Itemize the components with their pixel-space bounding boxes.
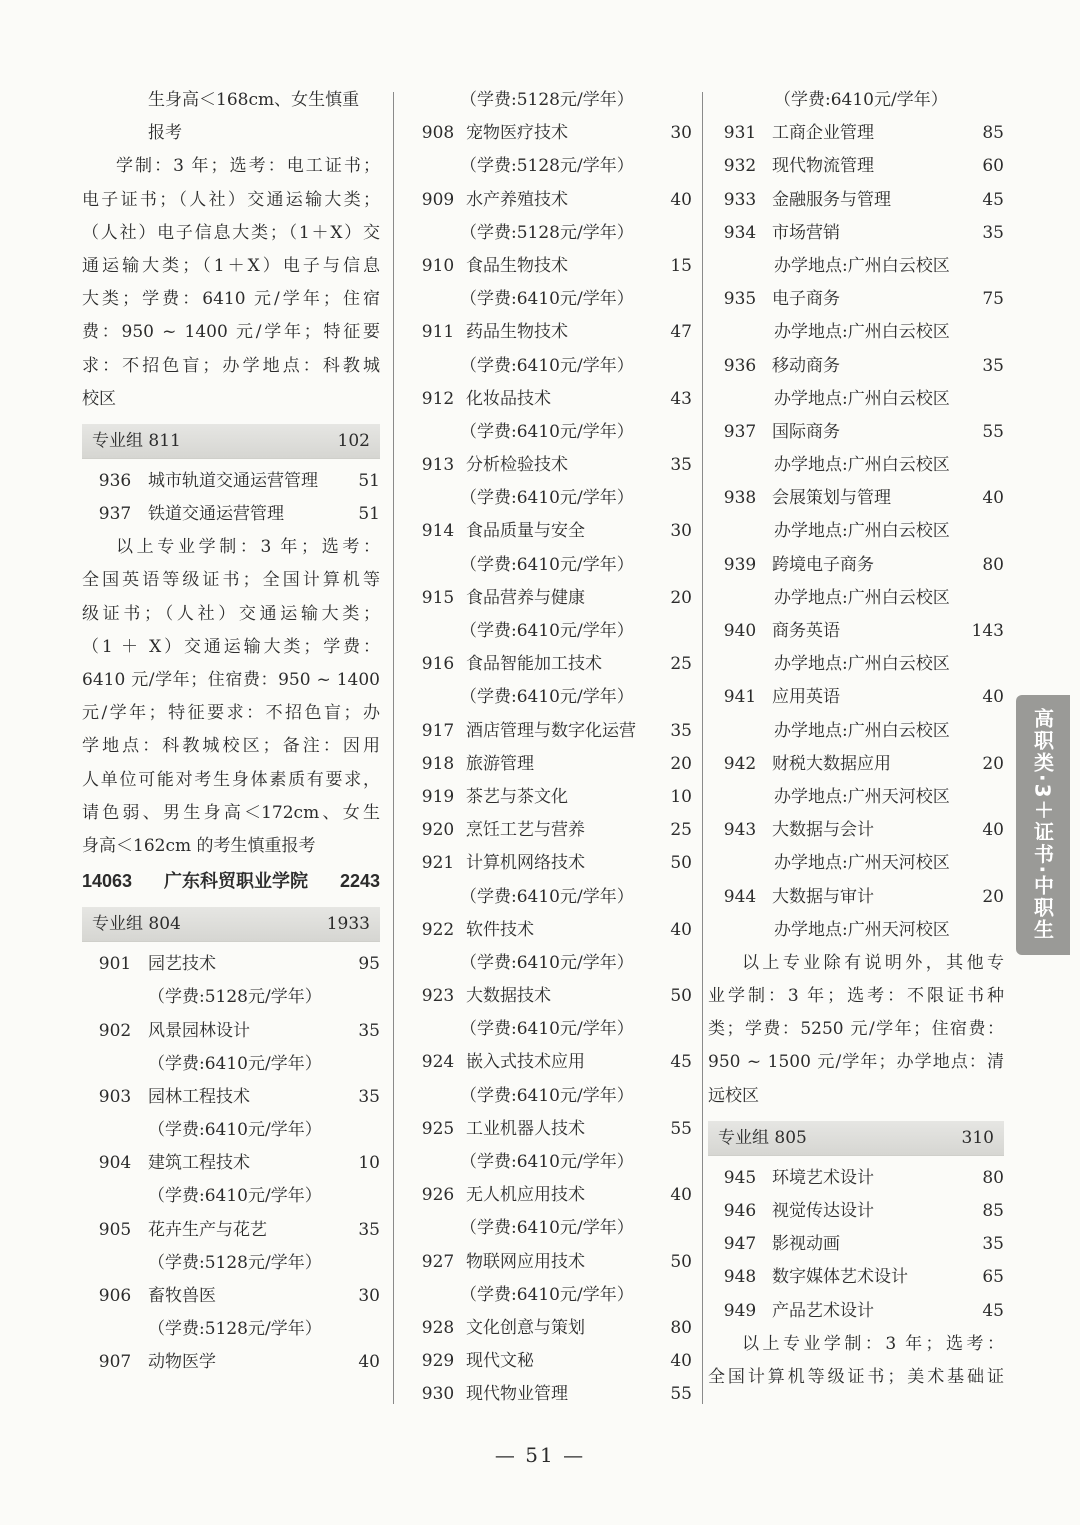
major-list <box>708 1162 1004 1328</box>
major-code: 905 <box>98 1219 132 1240</box>
paragraph-line: 元/学年；特征要求：不招色盲；办 <box>82 703 380 724</box>
major-quota: 20 <box>670 753 692 774</box>
major-code: 935 <box>723 289 757 310</box>
intro-line: 生身高＜168cm、女生慎重 <box>148 90 360 110</box>
major-code: 936 <box>98 470 132 491</box>
major-note: 办学地点:广州天河校区 <box>774 786 950 807</box>
major-name: 计算机网络技术 <box>466 853 585 874</box>
major-name: 风景园林设计 <box>148 1020 250 1041</box>
paragraph-line: 全国计算机等级证书；美术基础证 <box>708 1366 1004 1387</box>
paragraph-line: 6410 元/学年；住宿费：950 ~ 1400 <box>82 670 380 690</box>
paragraph-line: （1 ＋ X）交通运输大类；学费： <box>82 636 380 657</box>
major-note: 办学地点:广州白云校区 <box>774 654 950 675</box>
major-code: 907 <box>98 1352 132 1373</box>
group-count: 1933 <box>326 914 370 935</box>
major-row <box>410 184 692 217</box>
group-label: 专业组 804 <box>92 914 181 935</box>
major-row <box>708 814 1004 847</box>
major-row <box>410 781 692 814</box>
school-code: 14063 <box>82 871 133 892</box>
paragraph-line: 大类；学费：6410 元/学年；住宿 <box>82 289 380 310</box>
major-row <box>82 1346 380 1379</box>
major-row <box>410 1312 692 1345</box>
major-row <box>410 1246 692 1279</box>
major-row <box>82 948 380 981</box>
major-note: （学费:6410元/学年） <box>460 952 634 973</box>
paragraph-line: 远校区 <box>708 1085 759 1106</box>
major-note: （学费:6410元/学年） <box>460 687 634 708</box>
paragraph-line: 人单位可能对考生身体素质有要求， <box>82 769 380 790</box>
major-code: 945 <box>723 1167 757 1188</box>
major-name: 数字媒体艺术设计 <box>772 1267 908 1288</box>
major-name: 城市轨道交通运营管理 <box>148 470 318 491</box>
major-code: 943 <box>723 820 757 841</box>
paragraph-line: 校区 <box>82 388 116 409</box>
major-code: 920 <box>421 820 455 841</box>
major-code: 909 <box>421 189 455 210</box>
major-row <box>410 847 692 880</box>
major-quota: 35 <box>358 1219 380 1240</box>
major-name: 分析检验技术 <box>466 455 568 476</box>
major-quota: 35 <box>982 222 1004 243</box>
major-code: 939 <box>723 554 757 575</box>
major-code: 941 <box>723 687 757 708</box>
major-code: 937 <box>723 421 757 442</box>
paragraph-line: 身高＜162cm 的考生慎重报考 <box>82 835 316 856</box>
major-row <box>410 383 692 416</box>
school-count: 2243 <box>339 871 380 892</box>
paragraph-line: （人社）电子信息大类；（1＋X）交 <box>82 222 380 243</box>
major-row <box>410 748 692 781</box>
major-row <box>410 1046 692 1079</box>
major-name: 现代文秘 <box>466 1351 534 1372</box>
major-name: 商务英语 <box>772 621 840 641</box>
major-code: 910 <box>421 255 455 276</box>
major-name: 影视动画 <box>772 1234 840 1255</box>
major-quota: 55 <box>670 1384 692 1405</box>
major-quota: 25 <box>670 820 692 841</box>
major-quota: 45 <box>670 1052 692 1073</box>
major-row <box>708 1162 1004 1195</box>
major-row <box>410 515 692 548</box>
major-name: 化妆品技术 <box>466 388 551 409</box>
major-code: 933 <box>723 189 757 210</box>
major-row <box>410 980 692 1013</box>
major-name: 水产养殖技术 <box>466 189 568 210</box>
major-code: 938 <box>723 488 757 509</box>
paragraph-line: 以上专业学制：3 年；选考： <box>116 537 380 558</box>
major-quota: 80 <box>670 1317 692 1338</box>
major-quota: 45 <box>982 189 1004 210</box>
major-code: 921 <box>421 853 455 874</box>
intro-paragraph <box>82 150 380 416</box>
major-code: 940 <box>723 621 757 641</box>
major-quota: 80 <box>982 554 1004 575</box>
major-row <box>708 881 1004 914</box>
major-row <box>708 217 1004 250</box>
major-note: （学费:6410元/学年） <box>148 1186 322 1207</box>
major-name: 宠物医疗技术 <box>466 123 568 144</box>
major-name: 软件技术 <box>466 919 534 940</box>
major-note: （学费:5128元/学年） <box>148 1252 322 1273</box>
major-quota: 20 <box>982 753 1004 774</box>
major-code: 916 <box>421 654 455 675</box>
major-list <box>82 948 380 1379</box>
paragraph-line: 求：不招色盲；办学地点：科教城 <box>82 355 380 376</box>
major-note: （学费:6410元/学年） <box>460 488 634 509</box>
major-name: 铁道交通运营管理 <box>148 504 284 525</box>
major-name: 电子商务 <box>772 289 840 310</box>
major-note: （学费:5128元/学年） <box>148 987 322 1008</box>
major-name: 园艺技术 <box>148 954 216 975</box>
major-name: 现代物流管理 <box>772 156 874 177</box>
major-name: 茶艺与茶文化 <box>466 786 568 807</box>
major-quota: 50 <box>670 853 692 874</box>
school-name: 广东科贸职业学院 <box>164 871 308 892</box>
major-row <box>708 150 1004 183</box>
major-row <box>82 1280 380 1313</box>
major-code: 947 <box>723 1234 757 1255</box>
major-row <box>82 1081 380 1114</box>
major-note: 办学地点:广州白云校区 <box>774 255 950 276</box>
paragraph-line: 级证书；（人社）交通运输大类； <box>82 603 380 624</box>
major-code: 924 <box>421 1052 455 1073</box>
major-code: 928 <box>421 1317 455 1338</box>
major-note: （学费:6410元/学年） <box>148 1053 322 1074</box>
major-name: 食品质量与安全 <box>466 521 585 542</box>
major-name: 现代物业管理 <box>466 1384 568 1405</box>
major-quota: 10 <box>670 786 692 807</box>
major-code: 937 <box>98 504 132 525</box>
major-note: （学费:6410元/学年） <box>460 421 634 442</box>
major-row <box>410 1345 692 1378</box>
major-quota: 35 <box>358 1086 380 1107</box>
major-quota: 30 <box>670 123 692 144</box>
major-name: 大数据与会计 <box>772 820 874 841</box>
major-name: 国际商务 <box>772 421 840 442</box>
major-row <box>410 1113 692 1146</box>
major-note: （学费:6410元/学年） <box>460 621 634 641</box>
group-label: 专业组 811 <box>92 430 181 451</box>
major-row <box>708 1261 1004 1294</box>
major-row <box>708 1228 1004 1261</box>
major-row <box>410 316 692 349</box>
group-header-805 <box>708 1121 1004 1156</box>
major-name: 园林工程技术 <box>148 1086 250 1107</box>
major-code: 902 <box>98 1020 132 1041</box>
major-quota: 80 <box>982 1167 1004 1188</box>
group-811-notes <box>82 531 380 863</box>
major-row <box>708 482 1004 515</box>
major-row <box>708 748 1004 781</box>
group-count: 102 <box>337 430 370 451</box>
major-quota: 30 <box>670 521 692 542</box>
section-side-tab <box>1016 695 1070 955</box>
major-row <box>708 615 1004 648</box>
major-quota: 40 <box>670 1185 692 1206</box>
group-header-811 <box>82 424 380 459</box>
major-quota: 40 <box>670 1351 692 1372</box>
major-row <box>82 498 380 531</box>
major-code: 912 <box>421 388 455 409</box>
major-quota: 143 <box>971 621 1004 641</box>
major-code: 919 <box>421 786 455 807</box>
major-row <box>410 117 692 150</box>
major-quota: 51 <box>358 470 380 491</box>
major-quota: 43 <box>670 388 692 409</box>
major-quota: 85 <box>982 1201 1004 1221</box>
major-name: 金融服务与管理 <box>772 189 891 210</box>
major-code: 904 <box>98 1153 132 1174</box>
major-row <box>708 1195 1004 1228</box>
major-code: 908 <box>421 123 455 144</box>
major-quota: 60 <box>982 156 1004 177</box>
major-name: 旅游管理 <box>466 753 534 774</box>
major-name: 嵌入式技术应用 <box>466 1052 585 1073</box>
major-name: 市场营销 <box>772 222 840 243</box>
major-row <box>708 549 1004 582</box>
major-code: 914 <box>421 521 455 542</box>
major-code: 936 <box>723 355 757 376</box>
major-quota: 75 <box>982 289 1004 310</box>
major-name: 食品生物技术 <box>466 255 568 276</box>
major-note: （学费:5128元/学年） <box>148 1319 322 1340</box>
major-note: （学费:6410元/学年） <box>460 1085 634 1106</box>
paragraph-line: 950 ~ 1500 元/学年；办学地点：清 <box>708 1052 1004 1073</box>
major-code: 927 <box>421 1251 455 1272</box>
paragraph-line: 业学制：3 年；选考：不限证书种 <box>708 986 1004 1007</box>
major-note: 办学地点:广州白云校区 <box>774 322 950 343</box>
major-name: 工商企业管理 <box>772 123 874 144</box>
major-note: （学费:6410元/学年） <box>460 1218 634 1239</box>
major-quota: 40 <box>982 687 1004 708</box>
major-code: 934 <box>723 222 757 243</box>
major-quota: 35 <box>670 455 692 476</box>
major-quota: 55 <box>982 421 1004 442</box>
major-name: 环境艺术设计 <box>772 1167 874 1188</box>
major-quota: 35 <box>670 720 692 741</box>
paragraph-line: 类；学费：5250 元/学年；住宿费： <box>708 1019 1004 1040</box>
fee-note: （学费:6410元/学年） <box>774 90 948 110</box>
major-quota: 40 <box>358 1352 380 1373</box>
paragraph-line: 学制：3 年；选考：电工证书； <box>116 156 380 177</box>
major-quota: 20 <box>670 587 692 608</box>
major-quota: 65 <box>982 1267 1004 1288</box>
major-row <box>410 648 692 681</box>
column-1 <box>82 84 380 1380</box>
major-code: 949 <box>723 1300 757 1321</box>
major-name: 移动商务 <box>772 355 840 376</box>
major-code: 944 <box>723 886 757 907</box>
paragraph-line: 请色弱、男生身高＜172cm、女生 <box>82 802 380 823</box>
major-code: 915 <box>421 587 455 608</box>
major-quota: 40 <box>982 488 1004 509</box>
major-code: 922 <box>421 919 455 940</box>
major-quota: 35 <box>358 1020 380 1041</box>
major-name: 建筑工程技术 <box>148 1153 250 1174</box>
major-code: 930 <box>421 1384 455 1405</box>
major-name: 大数据与审计 <box>772 886 874 907</box>
major-note: （学费:6410元/学年） <box>460 554 634 575</box>
column-divider-right <box>702 92 703 1404</box>
major-quota: 35 <box>982 1234 1004 1255</box>
major-code: 917 <box>421 720 455 741</box>
group-header-804 <box>82 907 380 942</box>
major-code: 913 <box>421 455 455 476</box>
major-note: （学费:5128元/学年） <box>460 156 634 177</box>
major-quota: 40 <box>982 820 1004 841</box>
group-label: 专业组 805 <box>718 1127 807 1148</box>
major-name: 跨境电子商务 <box>772 554 874 575</box>
major-name: 烹饪工艺与营养 <box>466 820 585 841</box>
major-note: （学费:6410元/学年） <box>460 289 634 310</box>
major-quota: 15 <box>670 255 692 276</box>
column-3-notes <box>708 947 1004 1113</box>
major-note: 办学地点:广州天河校区 <box>774 919 950 940</box>
group-count: 310 <box>961 1127 994 1148</box>
major-note: （学费:6410元/学年） <box>460 1019 634 1040</box>
major-name: 工业机器人技术 <box>466 1118 585 1139</box>
major-name: 物联网应用技术 <box>466 1251 585 1272</box>
major-row <box>708 1295 1004 1328</box>
major-row <box>708 184 1004 217</box>
major-code: 946 <box>723 1201 757 1221</box>
major-row <box>82 1214 380 1247</box>
major-note: （学费:6410元/学年） <box>460 1284 634 1305</box>
paragraph-line: 全国英语等级证书；全国计算机等 <box>82 570 380 591</box>
major-quota: 30 <box>358 1286 380 1306</box>
major-quota: 45 <box>982 1300 1004 1321</box>
major-quota: 10 <box>358 1153 380 1174</box>
major-row <box>410 250 692 283</box>
major-note: 办学地点:广州白云校区 <box>774 587 950 608</box>
column-3 <box>708 84 1004 1394</box>
major-note: （学费:6410元/学年） <box>460 1152 634 1172</box>
major-note: （学费:5128元/学年） <box>460 222 634 243</box>
major-name: 食品营养与健康 <box>466 587 585 608</box>
major-code: 931 <box>723 123 757 144</box>
major-name: 应用英语 <box>772 687 840 708</box>
major-name: 动物医学 <box>148 1352 216 1373</box>
major-code: 932 <box>723 156 757 177</box>
side-tab-label: 高职类·3＋证书·中职生 <box>1030 708 1055 942</box>
paragraph-line: 以上专业学制：3 年；选考： <box>742 1333 1004 1354</box>
major-quota: 55 <box>670 1118 692 1139</box>
major-row <box>708 117 1004 150</box>
major-quota: 25 <box>670 654 692 675</box>
major-row <box>410 449 692 482</box>
major-quota: 35 <box>982 355 1004 376</box>
major-row <box>410 914 692 947</box>
major-row <box>708 350 1004 383</box>
paragraph-line: 费：950 ~ 1400 元/学年；特征要 <box>82 322 380 343</box>
major-code: 901 <box>98 954 132 975</box>
major-note: 办学地点:广州白云校区 <box>774 521 950 542</box>
major-code: 903 <box>98 1086 132 1107</box>
major-row <box>708 416 1004 449</box>
major-note: （学费:6410元/学年） <box>460 886 634 907</box>
major-note: （学费:6410元/学年） <box>460 355 634 376</box>
major-name: 食品智能加工技术 <box>466 654 602 675</box>
major-quota: 20 <box>982 886 1004 907</box>
major-list <box>708 117 1004 947</box>
major-name: 酒店管理与数字化运营 <box>466 720 636 741</box>
major-quota: 47 <box>670 322 692 343</box>
column-divider-left <box>393 92 394 1404</box>
major-note: 办学地点:广州天河校区 <box>774 853 950 874</box>
paragraph-line: 电子证书；（人社）交通运输大类； <box>82 189 380 210</box>
group-805-notes <box>708 1328 1004 1394</box>
major-code: 929 <box>421 1351 455 1372</box>
major-name: 会展策划与管理 <box>772 488 891 509</box>
major-note: 办学地点:广州白云校区 <box>774 720 950 741</box>
major-list <box>410 117 692 1411</box>
major-row <box>82 1015 380 1048</box>
page-number: — 51 — <box>494 1443 586 1467</box>
major-name: 畜牧兽医 <box>148 1286 216 1306</box>
major-row <box>410 1378 692 1411</box>
major-quota: 85 <box>982 123 1004 144</box>
major-code: 942 <box>723 753 757 774</box>
major-name: 文化创意与策划 <box>466 1317 585 1338</box>
major-code: 906 <box>98 1286 132 1306</box>
major-row <box>708 283 1004 316</box>
major-name: 视觉传达设计 <box>772 1201 874 1221</box>
major-code: 926 <box>421 1185 455 1206</box>
major-code: 925 <box>421 1118 455 1139</box>
major-row <box>410 715 692 748</box>
major-quota: 51 <box>358 504 380 525</box>
major-row <box>82 465 380 498</box>
major-row <box>410 582 692 615</box>
major-name: 大数据技术 <box>466 986 551 1007</box>
major-name: 财税大数据应用 <box>772 753 891 774</box>
major-quota: 50 <box>670 1251 692 1272</box>
column-2 <box>410 84 692 1412</box>
major-name: 无人机应用技术 <box>466 1185 585 1206</box>
major-code: 918 <box>421 753 455 774</box>
paragraph-line: 以上专业除有说明外，其他专 <box>742 952 1004 973</box>
paragraph-line: 通运输大类；（1＋X）电子与信息 <box>82 255 380 276</box>
major-code: 923 <box>421 986 455 1007</box>
intro-line: 报考 <box>148 123 182 144</box>
major-name: 花卉生产与花艺 <box>148 1219 267 1240</box>
school-header <box>82 863 380 899</box>
major-quota: 95 <box>358 954 380 975</box>
major-row <box>708 681 1004 714</box>
major-note: 办学地点:广州白云校区 <box>774 388 950 409</box>
major-quota: 40 <box>670 189 692 210</box>
major-code: 911 <box>421 322 455 343</box>
major-row <box>410 1179 692 1212</box>
major-name: 药品生物技术 <box>466 322 568 343</box>
major-quota: 40 <box>670 919 692 940</box>
major-row <box>410 814 692 847</box>
major-quota: 50 <box>670 986 692 1007</box>
paragraph-line: 学地点：科教城校区；备注：因用 <box>82 736 380 757</box>
major-code: 948 <box>723 1267 757 1288</box>
major-note: 办学地点:广州白云校区 <box>774 455 950 476</box>
fee-note: （学费:5128元/学年） <box>460 90 634 110</box>
major-name: 产品艺术设计 <box>772 1300 874 1321</box>
major-row <box>82 1147 380 1180</box>
major-note: （学费:6410元/学年） <box>148 1120 322 1141</box>
